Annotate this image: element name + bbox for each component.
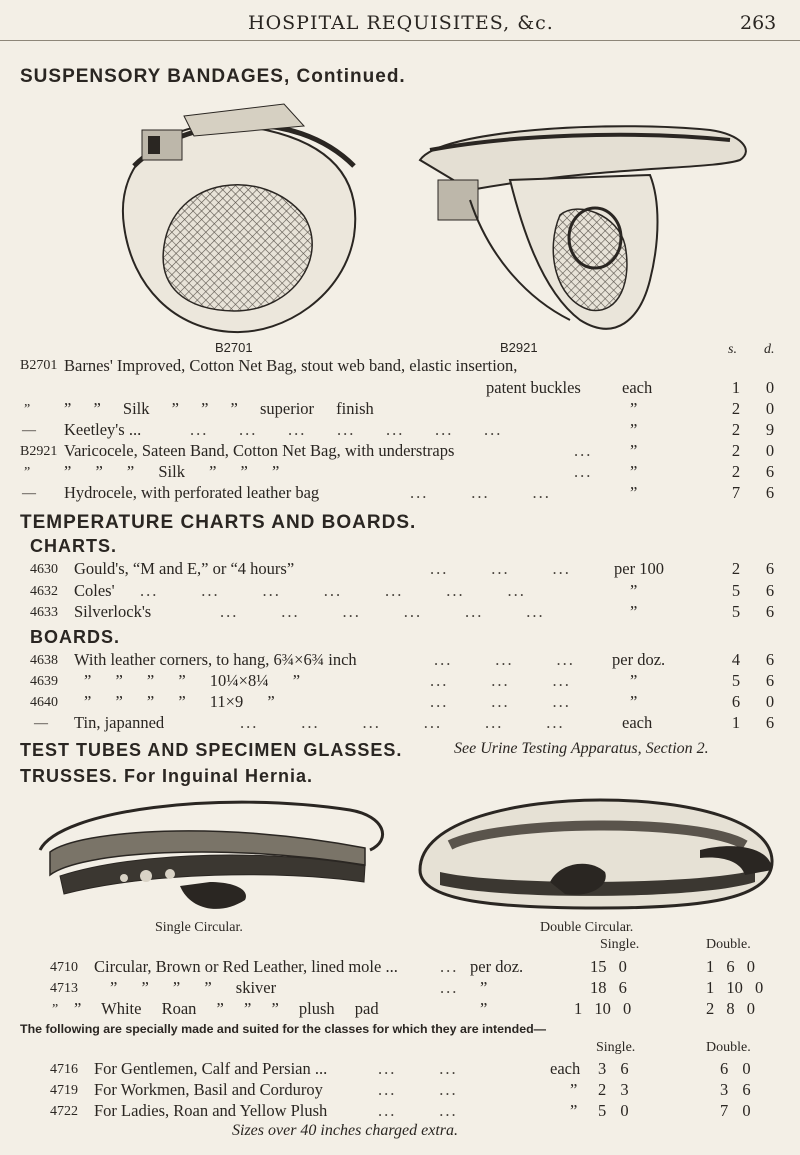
- item-code: ”: [24, 402, 31, 417]
- item-description: ” White Roan ” ” ” plush pad: [74, 999, 379, 1018]
- item-price-single: 5 0: [598, 1101, 629, 1120]
- item-price-shillings: 2: [731, 399, 741, 418]
- item-price-pence: 6: [765, 462, 775, 481]
- item-code: ”: [24, 465, 31, 480]
- column-header-pence: d.: [764, 342, 775, 357]
- item-unit: ”: [480, 978, 488, 997]
- item-price-shillings: 5: [731, 602, 741, 621]
- item-price-single: 15 0: [590, 957, 627, 976]
- item-code: —: [22, 423, 36, 438]
- header-rule: [0, 40, 800, 41]
- item-price-double: 1 10 0: [706, 978, 764, 997]
- leader-dots: ... ...: [378, 1059, 458, 1078]
- item-description: For Ladies, Roan and Yellow Plush: [94, 1101, 328, 1120]
- running-title: HOSPITAL REQUISITES, &c.: [248, 12, 554, 34]
- item-price-pence: 6: [765, 713, 775, 732]
- item-description: Circular, Brown or Red Leather, lined mole ...: [94, 957, 398, 976]
- item-price-pence: 0: [765, 441, 775, 460]
- item-code: 4633: [30, 605, 58, 620]
- item-price-shillings: 7: [731, 483, 741, 502]
- leader-dots: ... ... ...: [430, 671, 571, 690]
- item-code: —: [22, 486, 36, 501]
- suspensory-heading: SUSPENSORY BANDAGES, Continued.: [20, 66, 406, 87]
- item-price-pence: 0: [765, 692, 775, 711]
- figure-caption-b2921: B2921: [500, 340, 538, 355]
- item-unit: ”: [630, 671, 638, 690]
- item-price-pence: 6: [765, 483, 775, 502]
- item-unit: ”: [630, 483, 638, 502]
- item-price-pence: 6: [765, 581, 775, 600]
- leader-dots: ... ... ...: [434, 650, 575, 669]
- leader-dots: ... ... ...: [430, 692, 571, 711]
- item-description: Gould's, “M and E,” or “4 hours”: [74, 559, 295, 578]
- item-unit: ”: [630, 581, 638, 600]
- sizes-footnote: Sizes over 40 inches charged extra.: [232, 1122, 459, 1139]
- temperature-heading: TEMPERATURE CHARTS AND BOARDS.: [20, 512, 417, 533]
- item-price-pence: 9: [765, 420, 775, 439]
- item-unit: per doz.: [470, 957, 524, 976]
- item-code: 4719: [50, 1083, 78, 1098]
- item-unit: each: [622, 713, 653, 732]
- item-code: 4640: [30, 695, 58, 710]
- charts-subheading: CHARTS.: [30, 536, 117, 556]
- column-header-double: Double.: [706, 937, 751, 952]
- item-description: ” ” ” ” 10¼×8¼ ”: [84, 671, 301, 690]
- item-code: 4639: [30, 674, 58, 689]
- item-code: B2921: [20, 444, 58, 459]
- item-price-shillings: 2: [731, 441, 741, 460]
- leader-dots: ... ...: [378, 1080, 458, 1099]
- page-number: 263: [740, 12, 777, 34]
- trusses-heading: TRUSSES. For Inguinal Hernia.: [20, 766, 314, 786]
- column-header-double-2: Double.: [706, 1040, 751, 1055]
- item-price-shillings: 2: [731, 559, 741, 578]
- item-unit: ”: [630, 420, 638, 439]
- item-code: 4713: [50, 981, 78, 996]
- item-code: ”: [52, 1002, 59, 1017]
- item-price-pence: 0: [765, 399, 775, 418]
- item-price-shillings: 1: [731, 378, 741, 397]
- item-description: Silverlock's: [74, 602, 152, 621]
- item-price-single: 1 10 0: [574, 999, 632, 1018]
- item-unit: each: [622, 378, 653, 397]
- column-header-shillings: s.: [728, 342, 737, 357]
- item-code: 4632: [30, 584, 58, 599]
- leader-dots: ...: [440, 978, 459, 997]
- item-price-pence: 6: [765, 671, 775, 690]
- figure-caption-single-circular: Single Circular.: [155, 920, 243, 935]
- item-unit: each: [550, 1059, 581, 1078]
- item-price-shillings: 5: [731, 671, 741, 690]
- item-code: 4630: [30, 562, 58, 577]
- item-description: Tin, japanned: [74, 713, 165, 732]
- item-price-double: 3 6: [720, 1080, 751, 1099]
- item-code: —: [34, 716, 48, 731]
- item-description: ” ” ” ” 11×9 ”: [84, 692, 275, 711]
- suspensory-bandage-b2921-illustration: [410, 120, 760, 340]
- item-code: 4638: [30, 653, 58, 668]
- item-description: ” ” Silk ” ” ” superior finish: [64, 399, 374, 418]
- item-description: ” ” ” Silk ” ” ”: [64, 462, 280, 481]
- double-circular-truss-illustration: [400, 790, 790, 920]
- item-price-shillings: 2: [731, 462, 741, 481]
- item-price-pence: 0: [765, 378, 775, 397]
- item-description: Keetley's ...: [64, 420, 142, 439]
- item-description: For Workmen, Basil and Corduroy: [94, 1080, 323, 1099]
- item-unit: ”: [630, 462, 638, 481]
- leader-dots: ... ... ... ... ... ...: [240, 713, 565, 732]
- leader-dots: ... ... ... ... ... ... ...: [140, 581, 526, 600]
- leader-dots: ...: [574, 462, 593, 481]
- item-price-double: 6 0: [720, 1059, 751, 1078]
- item-price-single: 18 6: [590, 978, 627, 997]
- item-unit: ”: [630, 441, 638, 460]
- suspensory-bandage-b2701-illustration: [104, 96, 416, 336]
- item-unit: ”: [630, 692, 638, 711]
- item-price-pence: 6: [765, 650, 775, 669]
- test-tubes-heading: TEST TUBES AND SPECIMEN GLASSES.: [20, 740, 403, 760]
- item-code: 4722: [50, 1104, 78, 1119]
- item-price-shillings: 1: [731, 713, 741, 732]
- item-price-double: 2 8 0: [706, 999, 755, 1018]
- single-circular-truss-illustration: [20, 790, 400, 920]
- item-unit: per 100: [614, 559, 664, 578]
- item-description-continued: patent buckles: [486, 378, 581, 397]
- item-price-pence: 6: [765, 602, 775, 621]
- item-price-single: 2 3: [598, 1080, 629, 1099]
- item-unit: ”: [630, 399, 638, 418]
- item-price-shillings: 4: [731, 650, 741, 669]
- item-description: Barnes' Improved, Cotton Net Bag, stout web band, elastic insertion,: [64, 356, 518, 375]
- item-unit: ”: [570, 1080, 578, 1099]
- item-price-double: 1 6 0: [706, 957, 755, 976]
- item-code: 4710: [50, 960, 78, 975]
- item-price-shillings: 5: [731, 581, 741, 600]
- item-unit: ”: [630, 602, 638, 621]
- item-price-shillings: 2: [731, 420, 741, 439]
- test-tubes-cross-reference: See Urine Testing Apparatus, Section 2.: [454, 740, 709, 757]
- item-price-single: 3 6: [598, 1059, 629, 1078]
- column-header-single: Single.: [600, 937, 640, 952]
- leader-dots: ...: [440, 957, 459, 976]
- item-price-double: 7 0: [720, 1101, 751, 1120]
- leader-dots: ... ... ...: [430, 559, 571, 578]
- item-description: For Gentlemen, Calf and Persian ...: [94, 1059, 328, 1078]
- leader-dots: ... ...: [378, 1101, 458, 1120]
- item-description: Coles': [74, 581, 115, 600]
- leader-dots: ... ... ... ... ... ... ...: [190, 420, 503, 439]
- item-unit: ”: [480, 999, 488, 1018]
- item-unit: ”: [570, 1101, 578, 1120]
- leader-dots: ...: [574, 441, 593, 460]
- item-description: With leather corners, to hang, 6¾×6¾ inch: [74, 650, 357, 669]
- item-unit: per doz.: [612, 650, 666, 669]
- item-price-shillings: 6: [731, 692, 741, 711]
- leader-dots: ... ... ... ... ... ...: [220, 602, 545, 621]
- item-code: 4716: [50, 1062, 78, 1077]
- figure-caption-double-circular: Double Circular.: [540, 920, 634, 935]
- boards-subheading: BOARDS.: [30, 627, 121, 647]
- leader-dots: ... ... ...: [410, 483, 551, 502]
- item-description: ” ” ” ” skiver: [110, 978, 277, 997]
- column-header-single-2: Single.: [596, 1040, 636, 1055]
- item-price-pence: 6: [765, 559, 775, 578]
- item-description: Varicocele, Sateen Band, Cotton Net Bag, with understraps: [64, 441, 455, 460]
- item-description: Hydrocele, with perforated leather bag: [64, 483, 320, 502]
- trusses-note: The following are specially made and suited for the classes for which they are intended—: [20, 1022, 547, 1036]
- figure-caption-b2701: B2701: [215, 340, 253, 355]
- item-code: B2701: [20, 358, 58, 373]
